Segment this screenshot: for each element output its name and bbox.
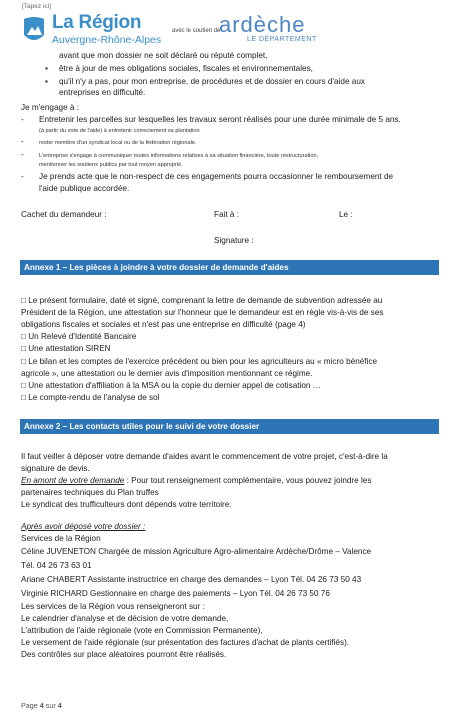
annexe-1-line-9: □ Le compte-rendu de l'analyse de sol bbox=[21, 393, 160, 402]
apres-label: Après avoir déposé votre dossier : bbox=[21, 522, 146, 531]
annexe-1-line-4: □ Un Relevé d'Identité Bancaire bbox=[21, 332, 137, 341]
department-logo: ardèche bbox=[219, 12, 306, 37]
annexe-2-intro-1: Il faut veiller à déposer votre demande d'aides avant le commencement de votre projet, c'est-à-dire la bbox=[21, 452, 388, 461]
dash-icon: - bbox=[21, 172, 24, 181]
page-number bbox=[21, 701, 62, 710]
contact-2: Ariane CHABERT Assistante instructrice en charge des demandes – Lyon Tél. 04 26 73 50 43 bbox=[21, 575, 362, 584]
info-line-2: Le calendrier d'analyse et de décision de votre demande, bbox=[21, 614, 229, 623]
dash-icon: - bbox=[21, 115, 24, 124]
top-bullet-2: être à jour de mes obligations sociales, fiscales et environnementales, bbox=[59, 64, 313, 73]
page-current: 4 bbox=[39, 701, 44, 710]
support-text: avec le soutien de bbox=[172, 28, 221, 34]
page-sur: sur bbox=[45, 701, 56, 710]
page-total: 4 bbox=[57, 701, 62, 710]
engagement-item-2: rester membre d'un syndicat local ou de la fédération régionale. bbox=[39, 140, 197, 146]
annexe-1-line-2: Président de la Région, une attestation sur l'honneur que le demandeur est en règle vis-à-vis de ses bbox=[21, 308, 384, 317]
engagement-item-4b: l'aide publique accordée. bbox=[39, 184, 130, 193]
services-region: Services de la Région bbox=[21, 534, 101, 543]
bullet-dot-icon: ▪ bbox=[45, 64, 48, 73]
annexe-1-line-6: □ Le bilan et les comptes de l'exercice précédent ou bien pour les agriculteurs au « micro bénéfice bbox=[21, 357, 378, 366]
page-label: Page bbox=[21, 701, 38, 710]
date-label: Le : bbox=[339, 210, 353, 219]
top-bullet-3: qu'il n'y a pas, pour mon entreprise, de procédures et de dossier en cours d'aide aux bbox=[59, 77, 365, 86]
signature-label: Signature : bbox=[214, 236, 254, 245]
info-line-1: Les services de la Région vous renseigneront sur : bbox=[21, 602, 205, 611]
dash-icon: - bbox=[21, 150, 24, 159]
engagement-item-1: Entretenir les parcelles sur lesquelles les travaux seront réalisés pour une durée minimale de 5 ans. bbox=[39, 115, 401, 124]
annexe-1-line-3: obligations fiscales et sociales et n'est pas une entreprise en difficulté (page 4) bbox=[21, 320, 306, 329]
amont-line-2: partenaires techniques du Plan truffes bbox=[21, 488, 159, 497]
info-line-5: Des contrôles sur place aléatoires pourront être réalisés. bbox=[21, 650, 227, 659]
top-bullet-1: avant que mon dossier ne soit déclaré ou réputé complet, bbox=[59, 51, 268, 60]
amont-label: En amont de votre demande bbox=[21, 476, 125, 485]
department-subtitle: LE DÉPARTEMENT bbox=[247, 36, 317, 43]
region-subtitle: Auvergne-Rhône-Alpes bbox=[52, 34, 162, 46]
contact-1-phone: Tél. 04 26 73 63 01 bbox=[21, 561, 92, 570]
region-logo-icon bbox=[22, 15, 46, 47]
annexe-2-intro-2: signature de devis. bbox=[21, 464, 90, 473]
info-line-4: Le versement de l'aide régionale (sur présentation des factures d'achat de plants certifiés). bbox=[21, 638, 350, 647]
amont-rest: : Pour tout renseignement complémentaire, vous pouvez joindre les bbox=[124, 476, 372, 485]
dash-icon: - bbox=[21, 137, 24, 146]
annexe-1-line-7: agricole », une attestation ou le dernier avis d'imposition mentionnant ce régime. bbox=[21, 369, 313, 378]
annexe-1-line-5: □ Une attestation SIREN bbox=[21, 344, 111, 353]
info-line-3: L'attribution de l'aide régionale (vote en Commission Permanente), bbox=[21, 626, 263, 635]
amont-line-3: Le syndicat des trufficulteurs dont dépends votre territoire. bbox=[21, 500, 232, 509]
annexe-2-banner: Annexe 2 – Les contacts utiles pour le suivi de votre dossier bbox=[20, 419, 439, 434]
cachet-label: Cachet du demandeur : bbox=[21, 210, 107, 219]
header-placeholder: [Tapez ici] bbox=[22, 3, 51, 10]
bullet-dot-icon: ▪ bbox=[45, 77, 48, 86]
annexe-1-line-1: □ Le présent formulaire, daté et signé, comprenant la lettre de demande de subvention adressée au bbox=[21, 296, 383, 305]
amont-line bbox=[21, 476, 371, 487]
annexe-1-banner: Annexe 1 – Les pièces à joindre à votre dossier de demande d'aides bbox=[20, 260, 439, 275]
contact-1: Céline JUVENETON Chargée de mission Agriculture Agro-alimentaire Ardèche/Drôme – Valence bbox=[21, 547, 372, 556]
engagement-item-4a: Je prends acte que le non-respect de ces engagements pourra occasionner le remboursement de bbox=[39, 172, 394, 181]
fait-label: Fait à : bbox=[214, 210, 240, 219]
engagement-item-3b: mentionner les soutiens publics par tout moyen approprié. bbox=[39, 162, 183, 168]
engagement-item-1-note: (à partir du vote de l'aide) à entretenir correctement sa plantation bbox=[39, 128, 200, 134]
engagement-item-3a: L'entreprise s'engage à communiquer toutes informations relatives à sa situation financière, toute restructuration, bbox=[39, 153, 319, 159]
region-title: La Région bbox=[52, 12, 142, 33]
top-bullet-3-cont: entreprises en difficulté. bbox=[59, 88, 146, 97]
engagement-title: Je m'engage à : bbox=[21, 103, 80, 112]
annexe-1-line-8: □ Une attestation d'affiliation à la MSA ou la copie du dernier appel de cotisation … bbox=[21, 381, 321, 390]
contact-3: Virginie RICHARD Gestionnaire en charge des paiements – Lyon Tél. 04 26 73 50 76 bbox=[21, 589, 330, 598]
